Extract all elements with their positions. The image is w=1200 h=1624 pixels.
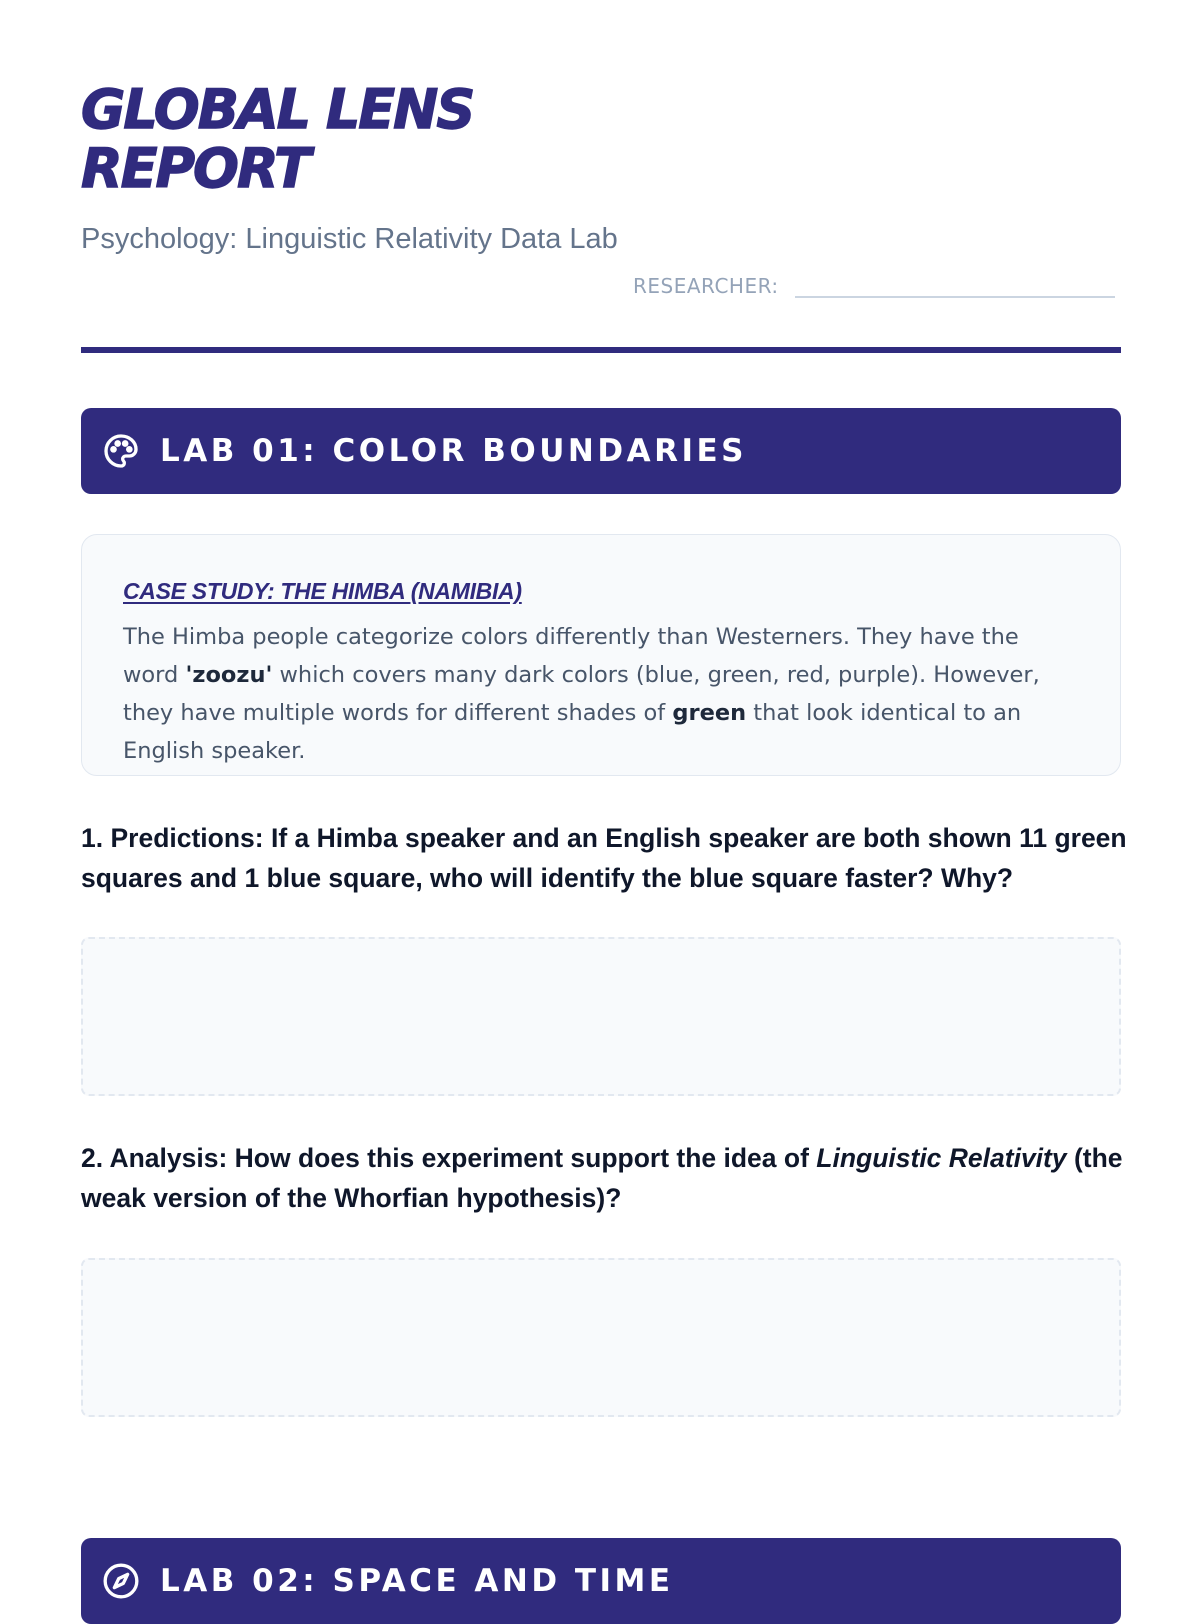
lab-02-title: LAB 02: SPACE AND TIME [160, 1563, 674, 1599]
case-study-text-part-2: which covers many dark colors (blue, green, red, purple). However, they have multiple words for different shades of [123, 662, 1040, 726]
question-2-text-after: (the weak version of the Whorfian hypothesis)? [81, 1143, 1123, 1213]
case-study-text-part-3: that look identical to an English speaker. [123, 700, 1022, 764]
answer-box-1[interactable] [81, 937, 1121, 1096]
report-title [81, 80, 473, 198]
researcher-name-input[interactable] [795, 268, 1115, 298]
lab-02-header [81, 1538, 1121, 1624]
question-2-text-before: 2. Analysis: How does this experiment support the idea of [81, 1143, 817, 1173]
researcher-label: RESEARCHER: [633, 274, 779, 298]
case-study-card [81, 534, 1121, 776]
report-title-line-1: GLOBAL LENS [81, 78, 474, 141]
case-study-title: CASE STUDY: THE HIMBA (NAMIBIA) [123, 578, 522, 604]
case-study-text [123, 618, 1080, 770]
report-title-line-2: REPORT [81, 137, 309, 200]
header-divider [81, 347, 1121, 353]
lab-01-header [81, 408, 1121, 494]
question-1: 1. Predictions: If a Himba speaker and an English speaker are both shown 11 green squares and 1 blue square, who will identify the blue square faster? Why? [81, 823, 1127, 893]
case-study-text-part-1: The Himba people categorize colors differently than Westerners. They have the word [123, 624, 1019, 688]
compass-icon [101, 1561, 141, 1601]
report-subtitle: Psychology: Linguistic Relativity Data Lab [81, 223, 618, 255]
case-study-emphasis: green [672, 700, 747, 726]
question-2 [81, 1138, 1141, 1218]
question-2-emphasis: Linguistic Relativity [816, 1143, 1067, 1173]
researcher-field-group [633, 268, 1115, 298]
answer-box-2[interactable] [81, 1258, 1121, 1417]
palette-icon [101, 431, 141, 471]
lab-01-title: LAB 01: COLOR BOUNDARIES [160, 433, 747, 469]
case-study-term: 'zoozu' [185, 662, 273, 688]
